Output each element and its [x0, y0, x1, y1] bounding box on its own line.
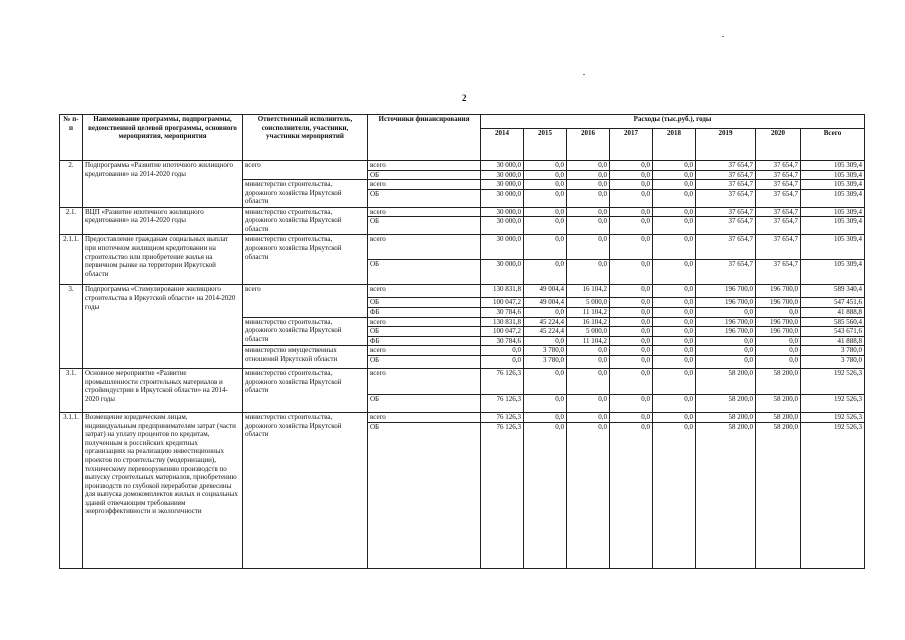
- year-value: 0,0: [653, 327, 696, 337]
- year-value: 16 104,2: [567, 317, 610, 327]
- year-value: 0,0: [567, 394, 610, 412]
- program-name: Возмещение юридическим лицам, индивидуальным предпринимателям затрат (части затрат) на уплату процентов по кредитам, полученным в российских кредитных организациях на реализацию инвестиционных проектов по строительству (модернизации), техническому перевооружению производств по выпуску строительных материалов, приобретению производств по глубокой переработке древесины для выпуска домокомплектов жилых и социальных зданий отвечающим требованиям энергоэффективности и экологичности: [83, 412, 243, 568]
- year-value: 58 200,0: [696, 368, 756, 394]
- total-value: 105 309,4: [801, 170, 865, 180]
- year-value: 0,0: [524, 260, 567, 285]
- year-value: 0,0: [610, 285, 653, 298]
- year-value: 37 654,7: [756, 170, 801, 180]
- year-value: 0,0: [567, 422, 610, 568]
- total-value: 547 451,6: [801, 298, 865, 308]
- year-value: 0,0: [610, 298, 653, 308]
- table-row: [60, 235, 865, 260]
- year-value: 58 200,0: [756, 394, 801, 412]
- header-year-4: 2018: [653, 129, 696, 161]
- year-value: 30 784,6: [481, 336, 524, 346]
- year-value: 0,0: [610, 161, 653, 171]
- total-value: 105 309,4: [801, 235, 865, 260]
- year-value: 0,0: [524, 217, 567, 235]
- row-number: 2.1.: [60, 207, 83, 235]
- header-year-7: Всего: [801, 129, 865, 161]
- year-value: 0,0: [610, 207, 653, 217]
- scan-speck: [583, 74, 585, 75]
- year-value: 0,0: [610, 327, 653, 337]
- year-value: 0,0: [567, 170, 610, 180]
- program-name: ВЦП «Развитие ипотечного жилищного кредитования» на 2014-2020 годы: [83, 207, 243, 235]
- funding-source: ОБ: [368, 422, 481, 568]
- total-value: 41 888,8: [801, 307, 865, 317]
- funding-source: ОБ: [368, 327, 481, 337]
- table-row: [60, 412, 865, 422]
- year-value: 0,0: [756, 307, 801, 317]
- total-value: 105 309,4: [801, 217, 865, 235]
- year-value: 0,0: [567, 235, 610, 260]
- year-value: 196 700,0: [756, 285, 801, 298]
- year-value: 37 654,7: [756, 235, 801, 260]
- year-value: 16 104,2: [567, 285, 610, 298]
- year-value: 0,0: [610, 422, 653, 568]
- year-value: 0,0: [610, 336, 653, 346]
- row-number: 3.: [60, 285, 83, 369]
- year-value: 0,0: [610, 355, 653, 368]
- responsible-executor: министерство строительства, дорожного хозяйства Иркутской области: [243, 317, 368, 346]
- total-value: 589 340,4: [801, 285, 865, 298]
- total-value: 105 309,4: [801, 189, 865, 207]
- year-value: 196 700,0: [696, 327, 756, 337]
- year-value: 76 126,3: [481, 368, 524, 394]
- year-value: 0,0: [567, 355, 610, 368]
- funding-source: всего: [368, 180, 481, 190]
- year-value: 0,0: [567, 207, 610, 217]
- year-value: 45 224,4: [524, 327, 567, 337]
- responsible-executor: всего: [243, 161, 368, 180]
- year-value: 37 654,7: [696, 235, 756, 260]
- year-value: 30 000,0: [481, 189, 524, 207]
- header-responsible: Ответственный исполнитель, соисполнители, участники, участники мероприятий: [243, 115, 368, 161]
- year-value: 37 654,7: [696, 217, 756, 235]
- year-value: 0,0: [653, 298, 696, 308]
- funding-source: ФБ: [368, 336, 481, 346]
- year-value: 37 654,7: [756, 161, 801, 171]
- year-value: 30 784,6: [481, 307, 524, 317]
- year-value: 196 700,0: [756, 317, 801, 327]
- year-value: 45 224,4: [524, 317, 567, 327]
- program-name: Предоставление гражданам социальных выплат при ипотечном жилищном кредитовании на строительство или приобретение жилья на первичном рынке на территории Иркутской области: [83, 235, 243, 285]
- year-value: 0,0: [653, 235, 696, 260]
- year-value: 49 004,4: [524, 285, 567, 298]
- responsible-executor: министерство имущественных отношений Иркутской области: [243, 346, 368, 369]
- year-value: 30 000,0: [481, 161, 524, 171]
- year-value: 11 104,2: [567, 336, 610, 346]
- year-value: 0,0: [653, 180, 696, 190]
- responsible-executor: министерство строительства, дорожного хозяйства Иркутской области: [243, 235, 368, 285]
- year-value: 0,0: [481, 346, 524, 356]
- table-row: [60, 368, 865, 394]
- year-value: 100 047,2: [481, 298, 524, 308]
- year-value: 0,0: [610, 307, 653, 317]
- year-value: 58 200,0: [696, 422, 756, 568]
- year-value: 0,0: [610, 189, 653, 207]
- header-name: Наименование программы, подпрограммы, ведомственной целевой программы, основного мероприятия, мероприятия: [83, 115, 243, 161]
- year-value: 58 200,0: [696, 394, 756, 412]
- expenses-table: [59, 114, 865, 569]
- funding-source: ОБ: [368, 355, 481, 368]
- year-value: 196 700,0: [756, 298, 801, 308]
- page-number: 2: [462, 93, 467, 103]
- year-value: 0,0: [653, 368, 696, 394]
- year-value: 58 200,0: [756, 368, 801, 394]
- table-row: [60, 161, 865, 171]
- year-value: 0,0: [524, 412, 567, 422]
- responsible-executor: министерство строительства, дорожного хозяйства Иркутской области: [243, 368, 368, 412]
- year-value: 0,0: [653, 260, 696, 285]
- year-value: 0,0: [610, 260, 653, 285]
- year-value: 0,0: [610, 317, 653, 327]
- responsible-executor: всего: [243, 285, 368, 317]
- year-value: 0,0: [610, 180, 653, 190]
- year-value: 5 000,0: [567, 298, 610, 308]
- year-value: 0,0: [524, 235, 567, 260]
- responsible-executor: министерство строительства, дорожного хозяйства Иркутской области: [243, 180, 368, 208]
- year-value: 3 780,0: [524, 355, 567, 368]
- total-value: 105 309,4: [801, 180, 865, 190]
- year-value: 37 654,7: [756, 180, 801, 190]
- year-value: 0,0: [524, 368, 567, 394]
- funding-source: всего: [368, 235, 481, 260]
- funding-source: всего: [368, 346, 481, 356]
- year-value: 130 831,8: [481, 317, 524, 327]
- year-value: 0,0: [567, 217, 610, 235]
- year-value: 0,0: [653, 422, 696, 568]
- year-value: 0,0: [524, 336, 567, 346]
- year-value: 0,0: [653, 189, 696, 207]
- responsible-executor: министерство строительства, дорожного хозяйства Иркутской области: [243, 207, 368, 235]
- funding-source: ФБ: [368, 307, 481, 317]
- header-expenses: Расходы (тыс.руб.), годы: [481, 115, 865, 129]
- total-value: 585 560,4: [801, 317, 865, 327]
- year-value: 30 000,0: [481, 235, 524, 260]
- row-number: 3.1.1.: [60, 412, 83, 568]
- program-name: Подпрограмма «Стимулирование жилищного строительства в Иркутской области» на 2014-2020 годы: [83, 285, 243, 369]
- year-value: 0,0: [653, 355, 696, 368]
- year-value: 0,0: [653, 412, 696, 422]
- year-value: 5 000,0: [567, 327, 610, 337]
- year-value: 76 126,3: [481, 412, 524, 422]
- year-value: 30 000,0: [481, 217, 524, 235]
- year-value: 0,0: [653, 307, 696, 317]
- table-row: [60, 207, 865, 217]
- year-value: 37 654,7: [696, 260, 756, 285]
- funding-source: всего: [368, 412, 481, 422]
- header-source: Источники финансирования: [368, 115, 481, 161]
- year-value: 0,0: [567, 346, 610, 356]
- year-value: 37 654,7: [696, 207, 756, 217]
- total-value: 192 526,3: [801, 368, 865, 394]
- year-value: 0,0: [524, 170, 567, 180]
- year-value: 0,0: [610, 217, 653, 235]
- year-value: 58 200,0: [756, 412, 801, 422]
- total-value: 3 780,0: [801, 355, 865, 368]
- funding-source: всего: [368, 368, 481, 394]
- year-value: 0,0: [653, 336, 696, 346]
- year-value: 58 200,0: [696, 412, 756, 422]
- header-year-0: 2014: [481, 129, 524, 161]
- total-value: 105 309,4: [801, 260, 865, 285]
- year-value: 0,0: [524, 161, 567, 171]
- year-value: 0,0: [524, 394, 567, 412]
- year-value: 0,0: [653, 346, 696, 356]
- year-value: 37 654,7: [756, 217, 801, 235]
- funding-source: ОБ: [368, 217, 481, 235]
- year-value: 30 000,0: [481, 180, 524, 190]
- year-value: 0,0: [696, 346, 756, 356]
- row-number: 2.: [60, 161, 83, 208]
- header-num: № п-п: [60, 115, 83, 161]
- year-value: 0,0: [567, 260, 610, 285]
- year-value: 0,0: [524, 422, 567, 568]
- header-year-5: 2019: [696, 129, 756, 161]
- year-value: 0,0: [524, 307, 567, 317]
- year-value: 0,0: [567, 180, 610, 190]
- year-value: 0,0: [567, 412, 610, 422]
- year-value: 0,0: [610, 394, 653, 412]
- year-value: 0,0: [653, 317, 696, 327]
- total-value: 105 309,4: [801, 161, 865, 171]
- year-value: 0,0: [524, 207, 567, 217]
- total-value: 3 780,0: [801, 346, 865, 356]
- year-value: 37 654,7: [696, 189, 756, 207]
- year-value: 37 654,7: [756, 189, 801, 207]
- header-year-2: 2016: [567, 129, 610, 161]
- year-value: 0,0: [653, 207, 696, 217]
- year-value: 37 654,7: [696, 180, 756, 190]
- funding-source: ОБ: [368, 260, 481, 285]
- year-value: 0,0: [756, 346, 801, 356]
- year-value: 37 654,7: [696, 170, 756, 180]
- year-value: 0,0: [756, 355, 801, 368]
- year-value: 0,0: [653, 285, 696, 298]
- year-value: 37 654,7: [696, 161, 756, 171]
- year-value: 76 126,3: [481, 422, 524, 568]
- year-value: 0,0: [610, 170, 653, 180]
- year-value: 196 700,0: [696, 285, 756, 298]
- row-number: 2.1.1.: [60, 235, 83, 285]
- header-year-3: 2017: [610, 129, 653, 161]
- year-value: 0,0: [481, 355, 524, 368]
- year-value: 0,0: [567, 368, 610, 394]
- year-value: 196 700,0: [696, 317, 756, 327]
- year-value: 0,0: [610, 368, 653, 394]
- year-value: 58 200,0: [756, 422, 801, 568]
- year-value: 76 126,3: [481, 394, 524, 412]
- program-name: Основное мероприятие «Развитие промышленности строительных материалов и стройиндустрии в Иркутской области» на 2014-2020 годы: [83, 368, 243, 412]
- header-year-1: 2015: [524, 129, 567, 161]
- funding-source: всего: [368, 317, 481, 327]
- year-value: 130 831,8: [481, 285, 524, 298]
- year-value: 0,0: [653, 217, 696, 235]
- header-year-6: 2020: [756, 129, 801, 161]
- program-name: Подпрограмма «Развитие ипотечного жилищного кредитования» на 2014-2020 годы: [83, 161, 243, 208]
- year-value: 30 000,0: [481, 207, 524, 217]
- year-value: 0,0: [696, 355, 756, 368]
- year-value: 3 780,0: [524, 346, 567, 356]
- year-value: 0,0: [567, 161, 610, 171]
- year-value: 0,0: [653, 161, 696, 171]
- total-value: 41 888,8: [801, 336, 865, 346]
- row-number: 3.1.: [60, 368, 83, 412]
- year-value: 196 700,0: [756, 327, 801, 337]
- year-value: 0,0: [524, 189, 567, 207]
- responsible-executor: министерство строительства, дорожного хозяйства Иркутской области: [243, 412, 368, 568]
- funding-source: ОБ: [368, 170, 481, 180]
- total-value: 192 526,3: [801, 412, 865, 422]
- year-value: 0,0: [696, 307, 756, 317]
- year-value: 11 104,2: [567, 307, 610, 317]
- year-value: 0,0: [756, 336, 801, 346]
- year-value: 0,0: [610, 235, 653, 260]
- year-value: 0,0: [524, 180, 567, 190]
- year-value: 30 000,0: [481, 260, 524, 285]
- scan-speck: [722, 36, 724, 37]
- year-value: 0,0: [696, 336, 756, 346]
- year-value: 49 004,4: [524, 298, 567, 308]
- year-value: 37 654,7: [756, 207, 801, 217]
- year-value: 196 700,0: [696, 298, 756, 308]
- funding-source: всего: [368, 285, 481, 298]
- funding-source: ОБ: [368, 298, 481, 308]
- year-value: 0,0: [610, 346, 653, 356]
- total-value: 105 309,4: [801, 207, 865, 217]
- year-value: 100 047,2: [481, 327, 524, 337]
- year-value: 30 000,0: [481, 170, 524, 180]
- table-row: [60, 285, 865, 298]
- funding-source: всего: [368, 207, 481, 217]
- year-value: 37 654,7: [756, 260, 801, 285]
- funding-source: всего: [368, 161, 481, 171]
- total-value: 543 671,6: [801, 327, 865, 337]
- year-value: 0,0: [653, 170, 696, 180]
- funding-source: ОБ: [368, 189, 481, 207]
- total-value: 192 526,3: [801, 422, 865, 568]
- year-value: 0,0: [653, 394, 696, 412]
- year-value: 0,0: [567, 189, 610, 207]
- year-value: 0,0: [610, 412, 653, 422]
- funding-source: ОБ: [368, 394, 481, 412]
- total-value: 192 526,3: [801, 394, 865, 412]
